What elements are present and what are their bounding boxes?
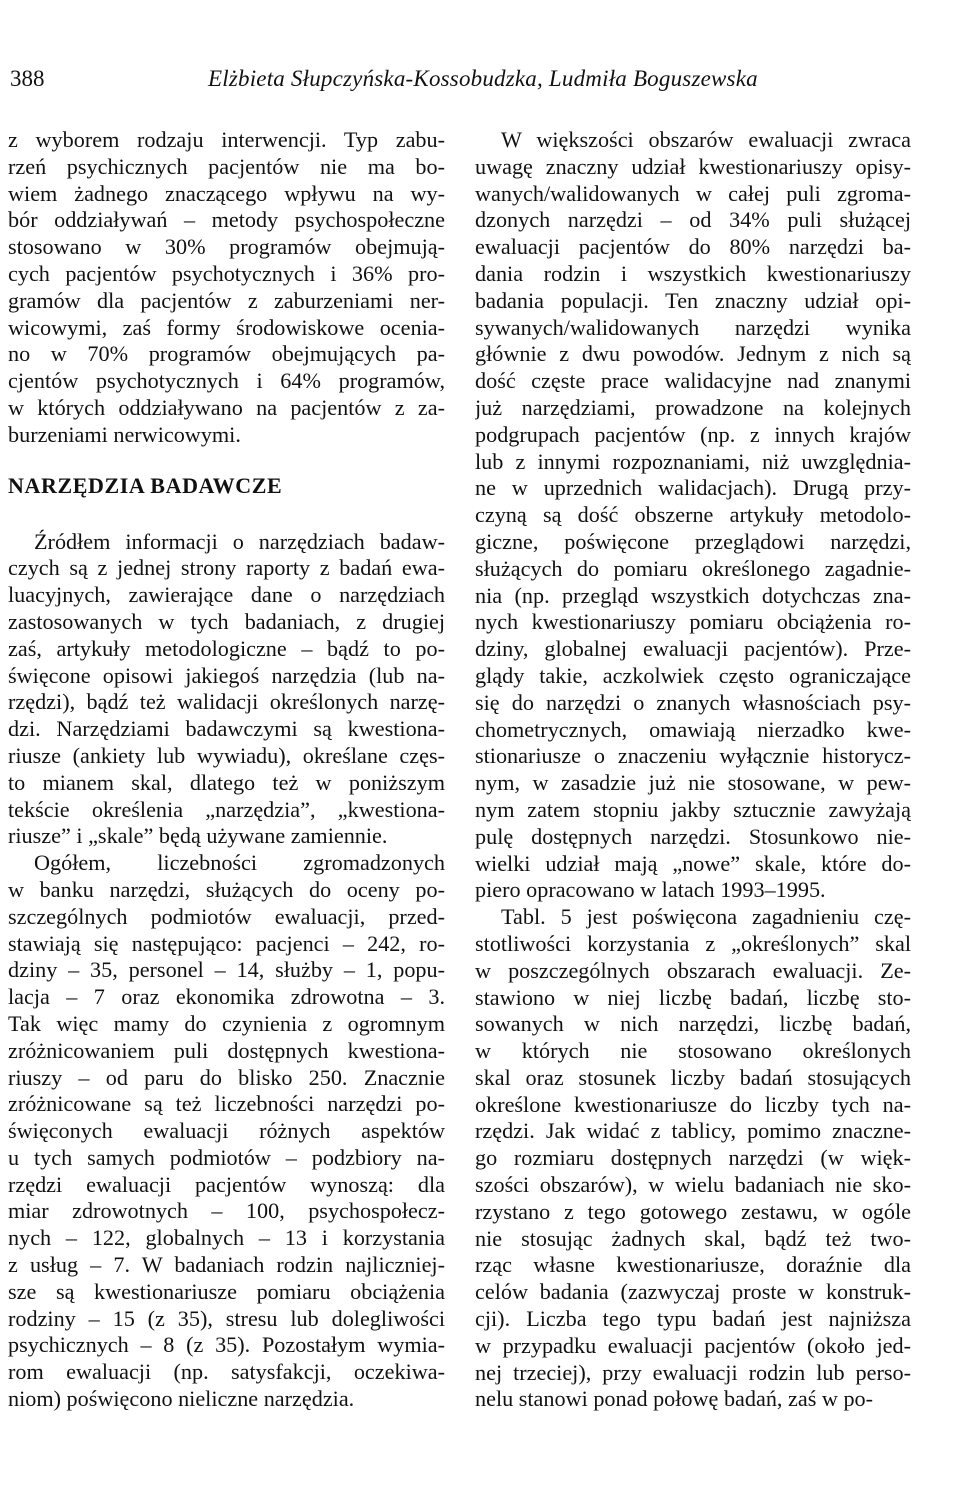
text-line: w których nie stosowano określonych	[475, 1038, 911, 1064]
text-line: rzędzi ewaluacji pacjentów wynoszą: dla	[8, 1171, 445, 1197]
text-line: skal oraz stosunek liczby badań stosujących	[475, 1064, 911, 1090]
text-line: czych są z jednej strony raporty z badań ewa-	[8, 555, 445, 581]
text-line: zróżnicowane są też liczebności narzędzi po-	[8, 1091, 445, 1117]
text-line: burzeniami nerwicowymi.	[8, 421, 241, 447]
text-line: w których oddziaływano na pacjentów z za-	[8, 394, 445, 420]
right-column	[475, 127, 911, 1413]
text-line: nym, w zasadzie już nie stosowane, w pew-	[475, 770, 911, 796]
text-line: stawiają się następująco: pacjenci – 242, ro-	[8, 930, 445, 956]
text-line: tekście określenia „narzędzia”, „kwestiona-	[8, 796, 445, 822]
left-column	[8, 127, 445, 1413]
text-line: riusze (ankiety lub wywiadu), określane częs-	[8, 742, 445, 768]
text-line: w przypadku ewaluacji pacjentów (około jed-	[475, 1332, 911, 1358]
text-line: dziny, globalnej ewaluacji pacjentów). Prze-	[475, 636, 911, 662]
text-line: szości obszarów), w wielu badaniach nie sko-	[475, 1172, 911, 1198]
text-line: lacja – 7 oraz ekonomika zdrowotna – 3.	[8, 984, 445, 1010]
text-line: wicowymi, zaś formy środowiskowe ocenia-	[8, 314, 445, 340]
text-line: chometrycznych, omawiają nierzadko kwe-	[475, 716, 911, 742]
text-line: zaś, artykuły metodologiczne – bądź to po-	[8, 635, 445, 661]
text-line: cji). Liczba tego typu badań jest najniższa	[475, 1306, 911, 1332]
paragraph	[8, 127, 445, 449]
text-line: wiem żadnego znaczącego wpływu na wy-	[8, 180, 445, 206]
text-line: gramów dla pacjentów z zaburzeniami ner-	[8, 287, 445, 313]
text-line: wanych/walidowanych w całej puli zgroma-	[475, 180, 911, 206]
text-line: piero opracowano w latach 1993–1995.	[475, 877, 826, 903]
text-line: stosowano w 30% programów obejmują-	[8, 234, 445, 260]
text-line: psychicznych – 8 (z 35). Pozostałym wymia-	[8, 1332, 445, 1358]
text-line: no w 70% programów obejmujących pa-	[8, 341, 445, 367]
text-line: giczne, poświęcone przeglądowi narzędzi,	[475, 528, 911, 554]
text-line: bór oddziaływań – metody psychospołeczne	[8, 207, 445, 233]
text-line: dania rodzin i wszystkich kwestionariuszy	[475, 260, 911, 286]
text-line: rzędzi. Jak widać z tablicy, pomimo znaczne-	[475, 1118, 911, 1144]
text-line: podgrupach pacjentów (np. z innych krajów	[475, 421, 911, 447]
text-line: sze są kwestionariusze pomiaru obciążenia	[8, 1278, 445, 1304]
text-line: już narzędziami, prowadzone na kolejnych	[475, 394, 911, 420]
text-line: riuszy – od paru do blisko 250. Znacznie	[8, 1064, 445, 1090]
text-line: służących do pomiaru określonego zagadnie-	[475, 555, 911, 581]
text-line: to mianem skal, dlatego też w poniższym	[8, 769, 445, 795]
text-line: W większości obszarów ewaluacji zwraca	[501, 127, 911, 152]
text-line: riusze” i „skale” będą używane zamiennie.	[8, 823, 388, 849]
text-line: pulę dostępnych narzędzi. Stosunkowo nie-	[475, 823, 911, 849]
text-line: celów badania (zazwyczaj proste w konstruk-	[475, 1279, 911, 1305]
text-line: czyną są dość obszerne artykuły metodolo-	[475, 502, 911, 528]
text-line: wielki udział mają „nowe” skale, które do-	[475, 850, 911, 876]
text-line: glądy takie, aczkolwiek często ograniczające	[475, 662, 911, 688]
paragraph	[8, 529, 445, 851]
text-line: głównie z dwu powodów. Jednym z nich są	[475, 341, 911, 367]
text-line: sowanych w nich narzędzi, liczbę badań,	[475, 1011, 911, 1037]
text-line: dzonych narzędzi – od 34% puli służącej	[475, 207, 911, 233]
text-line: Ogółem, liczebności zgromadzonych	[34, 850, 445, 876]
text-line: nie stosując żadnych skal, bądź też two-	[475, 1225, 911, 1251]
text-line: Tabl. 5 jest poświęcona zagadnieniu czę-	[501, 904, 911, 930]
text-line: nia (np. przegląd wszystkich dotychczas zna-	[475, 582, 911, 608]
text-line: święcone opisowi jakiegoś narzędzia (lub na-	[8, 662, 445, 688]
text-line: luacyjnych, zawierające dane o narzędziach	[8, 582, 445, 608]
paragraph	[475, 127, 911, 904]
text-line: sywanych/walidowanych narzędzi wynika	[475, 314, 911, 340]
text-line: się do narzędzi o znanych własnościach psy-	[475, 689, 911, 715]
running-head-authors: Elżbieta Słupczyńska-Kossobudzka, Ludmiła Boguszewska	[208, 66, 758, 91]
text-line: szczególnych podmiotów ewaluacji, przed-	[8, 903, 445, 929]
text-line: nelu stanowi ponad połowę badań, zaś w po-	[475, 1386, 874, 1412]
text-line: święconych ewaluacji różnych aspektów	[8, 1118, 445, 1144]
text-line: rzędzi), bądź też walidacji określonych narzę-	[8, 689, 445, 715]
text-line: dziny – 35, personel – 14, służby – 1, popu-	[8, 957, 445, 983]
text-line: zróżnicowaniem puli dostępnych kwestiona-	[8, 1037, 445, 1063]
paragraph	[8, 850, 445, 1413]
text-line: cjentów psychotycznych i 64% programów,	[8, 368, 445, 394]
text-line: lub z innymi rozpoznaniami, niż uwzględnia-	[475, 448, 911, 474]
text-line: uwagę znaczny udział kwestionariuszy opisy-	[475, 153, 911, 179]
text-line: rząc własne kwestionariusze, doraźnie dla	[475, 1252, 911, 1278]
text-line: ewaluacji pacjentów do 80% narzędzi ba-	[475, 234, 911, 260]
text-line: określone kwestionariusze do liczby tych na-	[475, 1091, 911, 1117]
text-line: niom) poświęcono nieliczne narzędzia.	[8, 1386, 355, 1412]
text-line: w banku narzędzi, służących do oceny po-	[8, 876, 445, 902]
text-line: badania populacji. Ten znaczny udział opi-	[475, 287, 911, 313]
text-line: rzeń psychicznych pacjentów nie ma bo-	[8, 153, 445, 179]
text-line: ne w uprzednich walidacjach). Drugą przy-	[475, 475, 911, 501]
text-line: rodziny – 15 (z 35), stresu lub dolegliwości	[8, 1305, 445, 1331]
text-line: Źródłem informacji o narzędziach badaw-	[34, 528, 445, 554]
text-line: nym zatem stopniu jakby sztucznie zawyżają	[475, 796, 911, 822]
page-header	[10, 66, 930, 100]
text-line: dzi. Narzędziami badawczymi są kwestiona-	[8, 716, 445, 742]
text-line: nej trzeciej), przy ewaluacji rodzin lub perso-	[475, 1359, 911, 1385]
text-line: zastosowanych w tych badaniach, z drugiej	[8, 608, 445, 634]
text-line: w poszczególnych obszarach ewaluacji. Ze-	[475, 957, 911, 983]
text-line: rzystano z tego gotowego zestawu, w ogóle	[475, 1198, 911, 1224]
text-line: cych pacjentów psychotycznych i 36% pro-	[8, 260, 445, 286]
text-line: nych kwestionariuszy pomiaru obciążenia ro-	[475, 609, 911, 635]
text-line: stotliwości korzystania z „określonych” skal	[475, 930, 911, 956]
text-line: z wyborem rodzaju interwencji. Typ zabu-	[8, 127, 445, 152]
text-line: Tak więc mamy do czynienia z ogromnym	[8, 1010, 445, 1036]
text-line: z usług – 7. W badaniach rodzin najliczniej-	[8, 1252, 445, 1278]
text-line: dość częste prace walidacyjne nad znanymi	[475, 368, 911, 394]
page-number: 388	[10, 66, 45, 91]
text-line: rom ewaluacji (np. satysfakcji, oczekiwa-	[8, 1359, 445, 1385]
text-line: stionariusze o znaczeniu wyłącznie historycz-	[475, 743, 911, 769]
text-line: nych – 122, globalnych – 13 i korzystania	[8, 1225, 445, 1251]
text-line: go rozmiaru dostępnych narzędzi (w więk-	[475, 1145, 911, 1171]
paragraph	[475, 904, 911, 1413]
section-heading: NARZĘDZIA BADAWCZE	[8, 472, 283, 498]
text-line: stawiono w niej liczbę badań, liczbę sto-	[475, 984, 911, 1010]
text-line: miar zdrowotnych – 100, psychospołecz-	[8, 1198, 445, 1224]
text-line: u tych samych podmiotów – podzbiory na-	[8, 1144, 445, 1170]
